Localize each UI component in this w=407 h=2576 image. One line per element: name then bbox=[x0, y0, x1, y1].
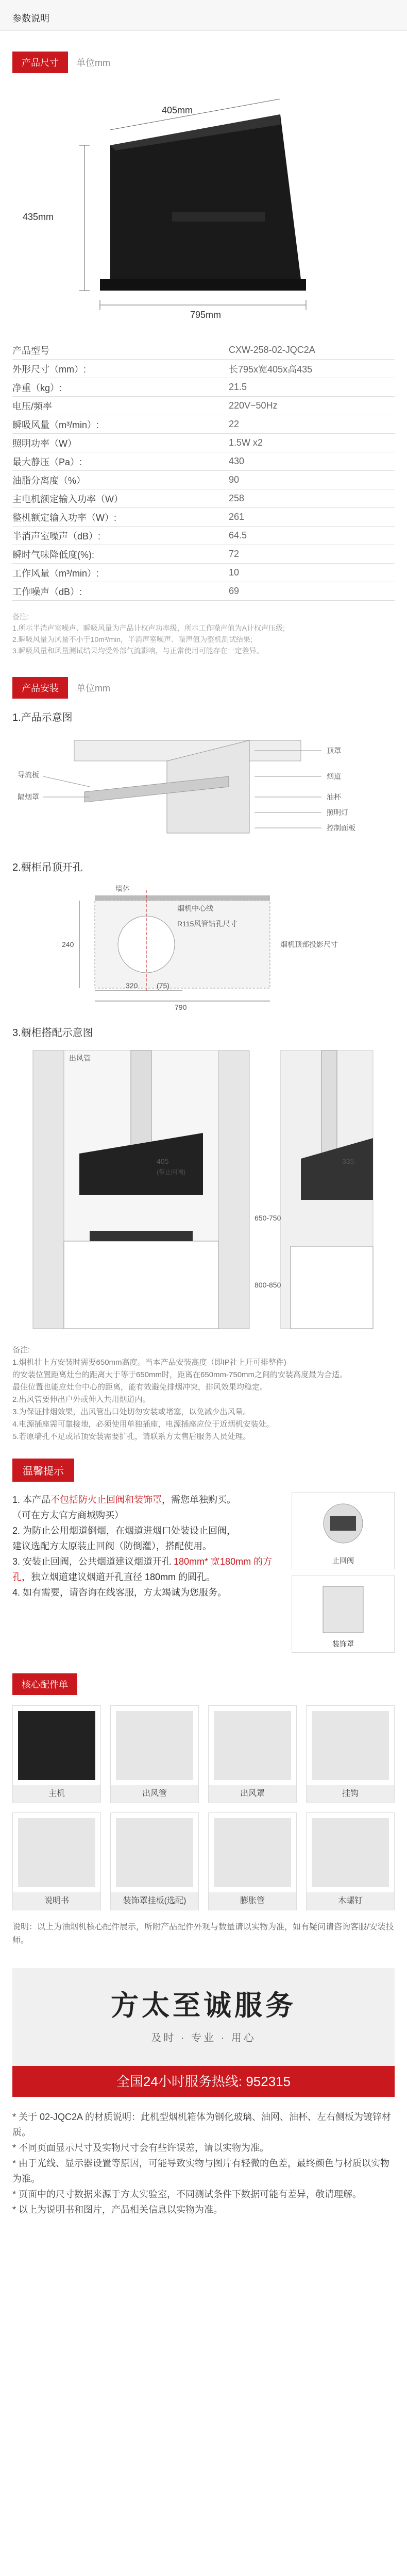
part-image bbox=[116, 1818, 193, 1887]
note-line: * 页面中的尺寸数据来源于方太实验室，不同测试条件下数据可能有差异，敬请理解。 bbox=[12, 2189, 362, 2199]
spec-row bbox=[12, 582, 395, 601]
spec-row bbox=[12, 489, 395, 508]
spec-value: 1.5W x2 bbox=[229, 437, 263, 448]
warning-line: 1. 本产品不包括防火止回阀和装饰罩，需您单独购买。 bbox=[12, 1495, 236, 1505]
warning-line: 建议选配方太原装止回阀（防倒灌），搭配使用。 bbox=[12, 1541, 212, 1551]
note-line: 的安装位置距离灶台的距离大于等于650mm时，距离在650mm-750mm之间的安装高度最为合适。 bbox=[12, 1370, 348, 1379]
note-line: 3.为保证排烟效果，出风管出口处切勿安装或堵塞，以免减少出风量。 bbox=[12, 1408, 251, 1416]
spec-value: 72 bbox=[229, 549, 240, 559]
match-405: 405 bbox=[157, 1157, 169, 1165]
part-image bbox=[116, 1711, 193, 1780]
brand-slogan: 及时 · 专业 · 用心 bbox=[151, 2032, 256, 2044]
decor-cover-label: 装饰罩 bbox=[332, 1640, 354, 1648]
spec-row bbox=[12, 434, 395, 452]
spec-row bbox=[12, 397, 395, 415]
cabinet-hole-diagram bbox=[12, 880, 395, 1014]
spec-row bbox=[12, 360, 395, 378]
part-label: 挂钩 bbox=[307, 1785, 394, 1803]
install-section bbox=[0, 677, 407, 1443]
hood-dimension-diagram bbox=[12, 83, 395, 331]
part-label: 出风罩 bbox=[209, 1785, 296, 1803]
sub-title-1: 1.产品示意图 bbox=[12, 712, 73, 723]
footnotes bbox=[0, 2109, 407, 2217]
note-line: 1.烟机壮上方安装时需要650mm高度。当本产品安装高度（即IP社上开可排整件) bbox=[12, 1358, 286, 1367]
part-label: 出风管 bbox=[111, 1785, 198, 1803]
note-line: 4.电源插座需可靠接地，必须使用单独插座，电源插座应位于近烟机安装处。 bbox=[12, 1420, 274, 1429]
spec-value: 258 bbox=[229, 493, 245, 503]
cabinet-match-diagram bbox=[12, 1045, 395, 1334]
part-image bbox=[214, 1818, 291, 1887]
part-image bbox=[18, 1711, 95, 1780]
warning-line: 2. 为防止公用烟道倒烟，在烟道进烟口处装设止回阀， bbox=[12, 1526, 236, 1536]
spec-row bbox=[12, 452, 395, 471]
note-line: 2.瞬吸风量为风量不小于10m³/min，半消声室噪声、噪声值为整机测试结果; bbox=[12, 635, 252, 643]
product-sketch bbox=[12, 730, 395, 849]
note-line: 3.瞬吸风量和风量测试结果均受外部气流影响，与正常使用可能存在一定差异。 bbox=[12, 647, 264, 655]
spec-value: 69 bbox=[229, 586, 240, 596]
spec-key: 整机额定输入功率（W）: bbox=[12, 512, 116, 523]
sketch-left-1: 隔烟罩 bbox=[18, 793, 39, 801]
sketch-label-4: 控制面板 bbox=[327, 824, 355, 832]
part-label: 装饰罩挂板(选配) bbox=[111, 1892, 198, 1910]
spec-row bbox=[12, 471, 395, 489]
width-dim: 795mm bbox=[190, 310, 222, 320]
part-label: 膨胀管 bbox=[209, 1892, 296, 1910]
parts-tag: 核心配件单 bbox=[12, 1673, 77, 1695]
spec-key: 主电机额定输入功率（W） bbox=[12, 494, 123, 504]
warning-line: （可在方太官方商城购买） bbox=[12, 1510, 124, 1520]
spec-value: 10 bbox=[229, 567, 240, 578]
spec-value: 220V~50Hz bbox=[229, 400, 278, 411]
spec-value: 长795x宽405x高435 bbox=[229, 364, 313, 375]
match-dim1: 650-750 bbox=[255, 1214, 281, 1222]
hole-240: 240 bbox=[62, 940, 74, 948]
parts-note: 说明：以上为油烟机核心配件展示，所附产品配件外观与数量请以实物为准，如有疑问请咨询客服/安装技师。 bbox=[12, 1923, 394, 1945]
part-image bbox=[214, 1711, 291, 1780]
note-line: 备注: bbox=[12, 1346, 30, 1354]
spec-key: 瞬时气味降低度(%): bbox=[12, 549, 94, 560]
install-unit: 单位mm bbox=[76, 683, 110, 693]
size-unit: 单位mm bbox=[76, 58, 110, 68]
brand-banner bbox=[12, 1968, 395, 2066]
parts-grid bbox=[12, 1705, 395, 1910]
check-valve-label: 止回阀 bbox=[332, 1556, 354, 1565]
depth-dim: 405mm bbox=[162, 105, 193, 115]
note-line: 备注: bbox=[12, 613, 29, 621]
spec-key: 净重（kg）: bbox=[12, 382, 62, 393]
brand-logo: 方太至诚服务 bbox=[111, 1989, 296, 2022]
spec-key: 照明功率（W） bbox=[12, 438, 77, 449]
part-image bbox=[312, 1711, 389, 1780]
warning-text bbox=[12, 1492, 286, 1653]
note-line: * 关于 02-JQC2A 的材质说明：此机型烟机箱体为钢化玻璃、油网、油杯、左右侧板为镀锌材质。 bbox=[12, 2112, 392, 2138]
hole-320: 320 bbox=[126, 981, 138, 990]
part-image bbox=[18, 1818, 95, 1887]
part-image bbox=[312, 1818, 389, 1887]
hotline-number: 952315 bbox=[246, 2074, 291, 2089]
spec-notes bbox=[12, 611, 395, 656]
spec-value: 261 bbox=[229, 512, 245, 522]
spec-key: 电压/频率 bbox=[12, 401, 53, 412]
spec-row bbox=[12, 415, 395, 434]
part-card bbox=[208, 1705, 297, 1803]
spec-key: 外形尺寸（mm）: bbox=[12, 364, 86, 375]
hole-center: 烟机中心线 bbox=[177, 904, 213, 912]
note-line: 1.所示半消声室噪声、瞬吸风量为产品计权声功率级，所示工作噪声值为A计权声压级; bbox=[12, 624, 285, 632]
note-line: * 由于光线、显示器设置等原因，可能导致实物与图片有轻微的色差，最终颜色与材质以实物为准。 bbox=[12, 2158, 390, 2184]
sub-title-2: 2.橱柜吊顶开孔 bbox=[12, 862, 83, 873]
spec-row bbox=[12, 508, 395, 527]
spec-value: 430 bbox=[229, 456, 245, 466]
spec-key: 半消声室噪声（dB）: bbox=[12, 531, 101, 541]
height-dim: 435mm bbox=[23, 212, 54, 222]
sketch-left-0: 导流板 bbox=[18, 771, 39, 779]
part-label: 木螺钉 bbox=[307, 1892, 394, 1910]
part-label: 主机 bbox=[13, 1785, 100, 1803]
spec-key: 产品型号 bbox=[12, 345, 49, 356]
warning-line: 4. 如有需要，请咨询在线客服，方太竭诚为您服务。 bbox=[12, 1587, 227, 1598]
hotline-bar bbox=[12, 2066, 395, 2097]
hole-wall: 墙体 bbox=[115, 885, 130, 893]
spec-row bbox=[12, 378, 395, 397]
sketch-label-1: 烟道 bbox=[327, 772, 341, 781]
spec-key: 瞬吸风量（m³/min）: bbox=[12, 419, 99, 430]
part-card bbox=[208, 1812, 297, 1910]
check-valve-item bbox=[292, 1492, 395, 1569]
match-dim2: 800-850 bbox=[255, 1281, 281, 1289]
hole-radius: R115风管钻孔尺寸 bbox=[177, 920, 238, 928]
note-line: 2.出风管要伸出户外或伸入共用烟道内。 bbox=[12, 1395, 150, 1404]
hole-75: (75) bbox=[157, 981, 169, 990]
warning-section bbox=[0, 1443, 407, 1653]
spec-value: 22 bbox=[229, 419, 240, 429]
spec-key: 油脂分离度（%） bbox=[12, 475, 86, 486]
hole-top: 烟机顶部投影尺寸 bbox=[280, 940, 338, 948]
spec-value: 21.5 bbox=[229, 382, 247, 392]
part-label: 说明书 bbox=[13, 1892, 100, 1910]
spec-value: 90 bbox=[229, 474, 240, 485]
spec-row bbox=[12, 341, 395, 360]
note-line: * 以上为说明书和图片，产品相关信息以实物为准。 bbox=[12, 2205, 223, 2215]
warning-line: 3. 安装止回阀，公共烟道建议烟道开孔 180mm* 宽180mm 的方孔，独立烟道建议烟道开孔直径 180mm 的圆孔。 bbox=[12, 1556, 273, 1582]
decor-cover-item bbox=[292, 1575, 395, 1653]
parts-section bbox=[0, 1673, 407, 1947]
sub-title-3: 3.橱柜搭配示意图 bbox=[12, 1027, 93, 1039]
part-card bbox=[306, 1812, 395, 1910]
spec-value: 64.5 bbox=[229, 530, 247, 540]
page-title: 参数说明 bbox=[0, 0, 407, 31]
hotline-label: 全国24小时服务热线: bbox=[116, 2074, 243, 2089]
spec-table bbox=[12, 341, 395, 601]
sketch-label-2: 油杯 bbox=[327, 793, 341, 801]
part-card bbox=[110, 1812, 199, 1910]
match-335: 335 bbox=[342, 1157, 354, 1165]
note-line: 最佳位置也能应灶台中心的距离，能有效避免排烟冲突，排风效果均稳定。 bbox=[12, 1383, 268, 1392]
hole-790: 790 bbox=[175, 1003, 187, 1011]
note-line: * 不同页面显示尺寸及实物尺寸会有些许误差，请以实物为准。 bbox=[12, 2143, 269, 2153]
spec-row bbox=[12, 527, 395, 545]
spec-key: 最大静压（Pa）: bbox=[12, 456, 82, 467]
sketch-label-0: 顶罩 bbox=[327, 747, 341, 755]
part-card bbox=[110, 1705, 199, 1803]
spec-row bbox=[12, 545, 395, 564]
spec-key: 工作噪声（dB）: bbox=[12, 586, 82, 597]
part-card bbox=[12, 1812, 101, 1910]
note-line: 5.若原墙孔不足或吊顶安装需要扩孔，请联系方太售后服务人员处理。 bbox=[12, 1432, 251, 1441]
size-section bbox=[0, 52, 407, 656]
part-card bbox=[306, 1705, 395, 1803]
spec-key: 工作风量（m³/min）: bbox=[12, 568, 99, 579]
spec-row bbox=[12, 564, 395, 582]
size-tag: 产品尺寸 bbox=[12, 52, 68, 73]
match-pipe: 出风管 bbox=[69, 1054, 91, 1062]
sketch-label-3: 照明灯 bbox=[327, 808, 348, 817]
part-card bbox=[12, 1705, 101, 1803]
spec-value: CXW-258-02-JQC2A bbox=[229, 345, 315, 355]
warning-tag: 温馨提示 bbox=[12, 1459, 74, 1482]
install-notes bbox=[12, 1344, 395, 1443]
install-tag: 产品安装 bbox=[12, 677, 68, 699]
match-note: (带止回阀) bbox=[157, 1168, 185, 1176]
